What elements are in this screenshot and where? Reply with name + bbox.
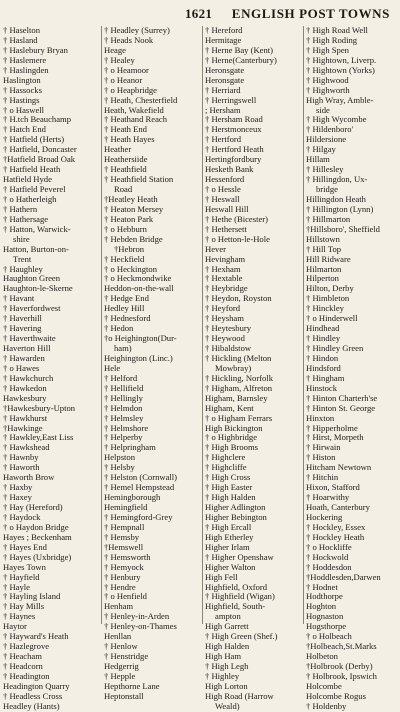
town-entry: Hillingdon Heath — [306, 193, 366, 204]
town-entry: †Hawkinge — [3, 422, 43, 433]
town-entry: † High Easter — [205, 482, 253, 493]
town-entry: † o Heapbridge — [104, 84, 157, 95]
town-entry: † Heaton Park — [104, 213, 154, 224]
town-entry: High Lorton — [205, 680, 248, 691]
town-entry: Holcombe — [306, 680, 342, 691]
town-entry: Hockering — [306, 511, 343, 522]
town-entry: † Haselton — [3, 25, 40, 35]
town-entry: † o Hatherleigh — [3, 193, 57, 204]
town-entry: † Hightown (Yorks) — [306, 64, 375, 75]
town-entry: † Hasland — [3, 34, 38, 45]
town-entry: Hilton, Derby — [306, 283, 354, 294]
town-entry: Hermitage — [205, 34, 242, 45]
town-entry: † Hatton, Warwick- — [3, 223, 71, 234]
town-entry: † Haxby — [3, 482, 33, 493]
town-entry: † Heath, Chesterfield — [104, 94, 178, 105]
town-entry: † Hinton Charterh'se — [306, 392, 378, 403]
town-entry: † Hay (Hereford) — [3, 502, 63, 512]
town-entry: † Holdenby — [306, 700, 347, 711]
town-entry: † Hickling, Norfolk — [205, 372, 274, 383]
town-entry: † Haynes — [3, 611, 36, 622]
town-entry: † Hayfield — [3, 571, 40, 582]
town-entry: † Heaton Mersey — [104, 203, 164, 214]
running-title: ENGLISH POST TOWNS — [231, 6, 390, 21]
town-entry: † Healey — [104, 54, 135, 65]
town-entry-continuation: Weald) — [215, 700, 240, 711]
town-entry: Hixon, Stafford — [306, 482, 360, 493]
town-entry: † Hirst, Morpeth — [306, 432, 364, 443]
town-entry: Hogsthorpe — [306, 621, 347, 632]
town-entry: † Helston (Cornwall) — [104, 472, 178, 483]
town-entry: † Headcorn — [3, 661, 43, 671]
town-entry-continuation: †Hebron — [114, 243, 145, 254]
town-entry: † Haslingden — [3, 64, 49, 75]
town-entry: † Hedon — [104, 323, 134, 334]
town-entry: † Heybridge — [205, 283, 248, 294]
town-entry: Heathersiide — [104, 154, 148, 165]
town-entry: † o Hessle — [205, 184, 241, 194]
town-entry: † Haslebury Bryan — [3, 44, 68, 55]
page-header — [0, 6, 400, 24]
town-entry: † Hatfield Heath — [3, 164, 61, 175]
town-entry: † High Green (Shef.) — [205, 631, 278, 642]
town-entry: † o Highbridge — [205, 432, 258, 443]
town-entry: † Hibaldstow — [205, 343, 252, 353]
town-entry: † Hempnall — [104, 521, 145, 532]
town-entry: † Hay Mills — [3, 601, 45, 612]
town-entry: † o Heckington — [104, 263, 157, 274]
town-entry: Hinstock — [306, 382, 338, 393]
town-entry: Hevingham — [205, 253, 246, 264]
town-entry: Hillstown — [306, 233, 340, 244]
town-entry: † Hodnet — [306, 581, 338, 592]
town-entry: Hatfield Hyde — [3, 174, 52, 185]
town-entry: † Helmsley — [104, 412, 144, 423]
town-entry: † High Roding — [306, 34, 358, 45]
town-entry: † Hassocks — [3, 84, 42, 95]
town-entry: Haytor — [3, 621, 27, 632]
town-entry: † Hayes (Uxbridge) — [3, 551, 72, 562]
town-entry: † Hightown, Liverp. — [306, 54, 377, 65]
town-entry: Higher Adlington — [205, 502, 266, 512]
town-entry: † Herne Bay (Kent) — [205, 44, 274, 55]
town-entry: † High Cross — [205, 472, 251, 483]
town-entry: † Heathfield Station — [104, 174, 174, 185]
town-entry: † High Ercall — [205, 521, 252, 532]
town-entry: Hognaston — [306, 611, 344, 622]
town-entry: Higham, Kent — [205, 402, 254, 413]
post-town-columns — [0, 25, 400, 711]
town-entry: † Hawnby — [3, 452, 39, 463]
town-entry: † Heads Nook — [104, 34, 154, 45]
town-entry: Hinxton — [306, 412, 335, 423]
town-entry: † Hawarden — [3, 352, 45, 363]
town-entry: High Etherley — [205, 531, 254, 542]
town-entry: † o Hockliffe — [306, 541, 352, 552]
town-entry: † Hellifield — [104, 382, 144, 393]
town-entry: † Haughley — [3, 263, 43, 274]
town-entry: High Garrett — [205, 621, 249, 632]
town-entry: † Heydon, Royston — [205, 293, 272, 304]
column-4 — [306, 26, 381, 712]
town-entry: † Heyford — [205, 303, 241, 314]
town-entry: † Hipperholme — [306, 422, 358, 433]
town-entry: † o Heckmondwike — [104, 273, 172, 284]
town-entry: Holcombe Rogus — [306, 690, 366, 701]
town-entry: † Highworth — [306, 84, 350, 95]
column-3 — [205, 26, 278, 712]
town-entry: † Hillmarton — [306, 213, 351, 224]
town-entry: † Heywood — [205, 333, 245, 344]
town-entry: † Hilgay — [306, 144, 336, 155]
town-entry: †Hoddlesden,Darwen — [306, 571, 381, 582]
town-entry: Hitcham Newtown — [306, 462, 372, 473]
town-entry: † Helmshore — [104, 422, 149, 433]
town-entry: † Hayes End — [3, 541, 47, 552]
town-entry: †Hemswell — [104, 541, 144, 552]
town-entry: † Himbleton — [306, 293, 350, 304]
town-entry: † Hoarwithy — [306, 492, 350, 503]
town-entry: † Henley-in-Arden — [104, 611, 170, 622]
town-entry: Henham — [104, 601, 134, 612]
town-entry: † Haverthwaite — [3, 333, 56, 344]
town-entry: † Hathern — [3, 203, 38, 214]
town-entry: † High Legh — [205, 661, 249, 671]
town-entry: † Herriard — [205, 84, 241, 95]
town-entry: † Headington — [3, 670, 50, 681]
town-entry: † Heytesbury — [205, 323, 252, 334]
town-entry: Hilperton — [306, 273, 339, 284]
town-entry: † Hayward's Heath — [3, 631, 69, 642]
town-entry: † Hingham — [306, 372, 345, 383]
town-entry: Headington Quarry — [3, 680, 70, 691]
town-entry-continuation: shire — [13, 233, 30, 244]
town-entry: † Haverhill — [3, 313, 42, 324]
town-entry: Haverton Hill — [3, 343, 51, 353]
town-entry: Hesketh Bank — [205, 164, 254, 175]
town-entry: † Helmdon — [104, 402, 143, 413]
town-entry: † Helpringham — [104, 442, 156, 453]
town-entry: High Fell — [205, 571, 238, 582]
town-entry: Heronsgate — [205, 64, 245, 75]
town-entry: Headley (Hants) — [3, 700, 60, 711]
town-entry: Hoath, Canterbury — [306, 502, 370, 512]
town-entry: Heighington (Linc.) — [104, 352, 173, 363]
town-entry: † Haworth — [3, 462, 40, 473]
town-entry: † Hawkshead — [3, 442, 50, 453]
town-entry: Hilmarton — [306, 263, 342, 274]
town-entry: † Hethe (Bicester) — [205, 213, 268, 224]
town-entry: High Wray, Amble- — [306, 94, 374, 105]
town-entry: † Henstridge — [104, 651, 149, 662]
town-entry: † Heathfield — [104, 164, 147, 175]
town-entry: † Headley (Surrey) — [104, 25, 170, 35]
town-entry: ; Hersham — [205, 104, 241, 115]
town-entry: Hepthorne Lane — [104, 680, 160, 691]
town-entry: † Hedge End — [104, 293, 149, 304]
town-entry: Hillam — [306, 154, 330, 165]
town-entry: Hodthorpe — [306, 591, 343, 602]
town-entry: † Hindley — [306, 333, 341, 344]
town-entry: † Highwood — [306, 74, 349, 85]
town-entry: Hedgerrig — [104, 661, 139, 671]
town-entry: Higher Walton — [205, 561, 256, 572]
column-divider — [303, 26, 304, 624]
town-entry: † Herstmonceux — [205, 124, 262, 135]
town-entry: † o Heanor — [104, 74, 143, 85]
town-entry: † Hoddesdon — [306, 561, 352, 572]
town-entry: † o Haydon Bridge — [3, 521, 69, 532]
town-entry: † Hillingdon, Ux- — [306, 174, 368, 185]
town-entry: Heath, Wakefield — [104, 104, 164, 115]
town-entry: † Henley-on-Thames — [104, 621, 177, 632]
town-entry: † Hednesford — [104, 313, 151, 324]
town-entry-continuation: Mowbray) — [215, 362, 252, 373]
town-entry: † Histon — [306, 452, 336, 463]
town-entry: † Herringswell — [205, 94, 257, 105]
town-entry: †Hatfield Broad Oak — [3, 154, 76, 165]
town-entry: † Hayling Island — [3, 591, 61, 602]
town-entry: Highfield, Oxford — [205, 581, 268, 592]
town-entry: Hindhead — [306, 323, 340, 334]
town-entry: Hele — [104, 362, 121, 373]
town-entry: Haughton-le-Skerne — [3, 283, 73, 294]
town-entry: † Hexham — [205, 263, 241, 274]
town-entry: Haworth Brow — [3, 472, 55, 483]
town-entry: High Ham — [205, 651, 242, 662]
town-entry: Haughton Green — [3, 273, 61, 284]
town-entry: Hill Ridware — [306, 253, 351, 264]
town-entry: Hildersione — [306, 134, 347, 145]
town-entry: † Hockley, Essex — [306, 521, 366, 532]
town-entry-continuation: bridge — [316, 184, 338, 194]
town-entry: † Hemyock — [104, 561, 144, 572]
column-2 — [104, 26, 177, 702]
column-divider — [202, 26, 203, 624]
town-entry: Henllan — [104, 631, 132, 642]
town-entry: Hessenford — [205, 174, 245, 185]
town-entry: † Heckfield — [104, 253, 145, 264]
town-entry: † o Higham Ferrars — [205, 412, 273, 423]
town-entry: † Higher Openshaw — [205, 551, 274, 562]
town-entry: † Hemingford-Grey — [104, 511, 173, 522]
town-entry: † Hawkchurch — [3, 372, 54, 383]
town-entry: †Hawkesbury-Upton — [3, 402, 76, 413]
town-entry: Holbeton — [306, 651, 338, 662]
town-entry: † Highley — [205, 670, 240, 681]
town-entry: Hindsford — [306, 362, 341, 373]
town-entry: † Hemsby — [104, 531, 140, 542]
town-entry: † Hepple — [104, 670, 136, 681]
town-entry: Heddon-on-the-wall — [104, 283, 174, 294]
town-entry: † Herne(Canterbury) — [205, 54, 277, 65]
town-entry: † Haydock — [3, 511, 41, 522]
town-entry: †o Heighington(Dur- — [104, 333, 177, 344]
town-entry: Hever — [205, 243, 226, 254]
town-entry: †Holbrook (Derby) — [306, 661, 373, 671]
town-entry: † Havering — [3, 323, 42, 334]
town-entry: † Hillesley — [306, 164, 344, 175]
town-entry: † Hertford — [205, 134, 242, 145]
town-entry: † Hawkedon — [3, 382, 47, 393]
town-entry: † o Hebburn — [104, 223, 147, 234]
town-entry: † Hextable — [205, 273, 243, 284]
town-entry: † o Haswell — [3, 104, 45, 115]
town-entry: † Hersham Road — [205, 114, 263, 125]
town-entry: † Hayle — [3, 581, 30, 592]
town-entry: High Road (Harrow — [205, 690, 274, 701]
town-entry-continuation: ham) — [114, 343, 132, 353]
town-entry: † Hinton St. George — [306, 402, 376, 413]
town-entry: Heather — [104, 144, 132, 155]
town-entry: † Higham, Alfreton — [205, 382, 273, 393]
town-entry: Hoghton — [306, 601, 337, 612]
town-entry: † Henlow — [104, 641, 138, 652]
town-entry: † o Hinderwell — [306, 313, 358, 324]
town-entry: † Hebden Bridge — [104, 233, 163, 244]
column-divider — [101, 26, 102, 624]
town-entry: Heronsgate — [205, 74, 245, 85]
town-entry: † High Halden — [205, 492, 256, 503]
town-entry-continuation: Trent — [13, 253, 32, 264]
town-entry: † Hellingly — [104, 392, 143, 403]
town-entry: † Hill Top — [306, 243, 342, 254]
town-entry-continuation: side — [316, 104, 330, 115]
town-entry: †Holbeach,St.Marks — [306, 641, 377, 652]
town-entry: † Haslemere — [3, 54, 47, 65]
town-entry: † Hereford — [205, 25, 243, 35]
town-entry: † High Brooms — [205, 442, 258, 453]
town-entry: † Hatfield Peverel — [3, 184, 66, 194]
town-entry: Haslington — [3, 74, 41, 85]
town-entry: † Helsby — [104, 462, 135, 473]
town-entry: † Hazlegrove — [3, 641, 50, 652]
town-entry: † o Heamoor — [104, 64, 149, 75]
town-entry: † o Henfield — [104, 591, 147, 602]
town-entry: † Hirwain — [306, 442, 341, 453]
town-entry: † Heath Hayes — [104, 134, 155, 145]
town-entry: † Holbrook, Ipswich — [306, 670, 377, 681]
town-entry: † H.tch Beauchamp — [3, 114, 72, 125]
town-entry: † Hatfield (Herts) — [3, 134, 65, 145]
town-entry: † Hatch End — [3, 124, 46, 135]
town-entry: Hayes Town — [3, 561, 46, 572]
page-number: 1621 — [185, 6, 213, 21]
town-entry: † Hillington (Lynn) — [306, 203, 374, 214]
town-entry: † o Holbeach — [306, 631, 352, 642]
town-entry: Higham, Barnsley — [205, 392, 268, 403]
town-entry: † Hertford Heath — [205, 144, 264, 155]
town-entry-continuation: Road — [114, 184, 133, 194]
town-entry: † Hickling (Melton — [205, 352, 272, 363]
town-entry: † Hockwold — [306, 551, 349, 562]
town-entry: † Hatfield, Doncaster — [3, 144, 77, 155]
town-entry: Hatton, Burton-on- — [3, 243, 69, 254]
town-entry: † Helperby — [104, 432, 143, 443]
town-entry: †Hillsboro', Sheffield — [306, 223, 380, 234]
town-entry: Hemingfield — [104, 502, 148, 512]
town-entry: † o Hetton-le-Hole — [205, 233, 270, 244]
town-entry: † Haxey — [3, 492, 32, 503]
town-entry: Heswall Hill — [205, 203, 249, 214]
town-entry: † Heswall — [205, 193, 240, 204]
town-entry: Highfield, South- — [205, 601, 266, 612]
town-entry: † Heathand Reach — [104, 114, 167, 125]
town-entry: † Hindley Green — [306, 343, 364, 353]
town-entry: † Havant — [3, 293, 35, 304]
town-entry: Heage — [104, 44, 126, 55]
town-entry: † Henbury — [104, 571, 141, 582]
town-entry: Hedley Hill — [104, 303, 145, 314]
town-entry: High Bickington — [205, 422, 263, 433]
town-entry: † Headless Cross — [3, 690, 63, 701]
town-entry: † Highclere — [205, 452, 246, 463]
town-entry: † Heacham — [3, 651, 42, 662]
town-entry: † Hinckley — [306, 303, 344, 314]
town-entry: Hemingborough — [104, 492, 161, 503]
town-entry: † Hemsworth — [104, 551, 151, 562]
town-entry: † Hethersett — [205, 223, 247, 234]
town-entry: † Heath End — [104, 124, 147, 135]
town-entry: † Hawkhurst — [3, 412, 48, 423]
town-entry: † Helford — [104, 372, 138, 383]
town-entry: † Hawkley,East Liss — [3, 432, 74, 443]
town-entry: Heptonstall — [104, 690, 144, 701]
town-entry: † Hitchin — [306, 472, 339, 483]
column-1 — [3, 26, 77, 712]
town-entry: Hertingfordbury — [205, 154, 262, 165]
town-entry: Hawkesbury — [3, 392, 47, 403]
town-entry: Hayes ; Beckenham — [3, 531, 72, 542]
town-entry: Higher Bebington — [205, 511, 267, 522]
town-entry: † Hemel Hempstead — [104, 482, 175, 493]
town-entry: † Hendre — [104, 581, 136, 592]
town-entry: † Highfield (Wigan) — [205, 591, 275, 602]
town-entry-continuation: ampton — [215, 611, 241, 622]
town-entry: † Hindon — [306, 352, 339, 363]
town-entry: † Highcliffe — [205, 462, 247, 473]
town-entry: † High Wycombe — [306, 114, 367, 125]
town-entry: High Halden — [205, 641, 250, 652]
town-entry: † High Road Well — [306, 25, 368, 35]
town-entry: † High Spen — [306, 44, 349, 55]
town-entry: † Hockley Heath — [306, 531, 365, 542]
town-entry: † o Hawes — [3, 362, 40, 373]
town-entry: † Hildenboro' — [306, 124, 354, 135]
town-entry: † Hathersage — [3, 213, 49, 224]
town-entry: † Haverfordwest — [3, 303, 61, 314]
town-entry: Helpston — [104, 452, 136, 463]
town-entry: † Hastings — [3, 94, 40, 105]
town-entry: † Heysham — [205, 313, 244, 324]
town-entry: †Heatley Heath — [104, 193, 158, 204]
town-entry: Higher Irlam — [205, 541, 250, 552]
